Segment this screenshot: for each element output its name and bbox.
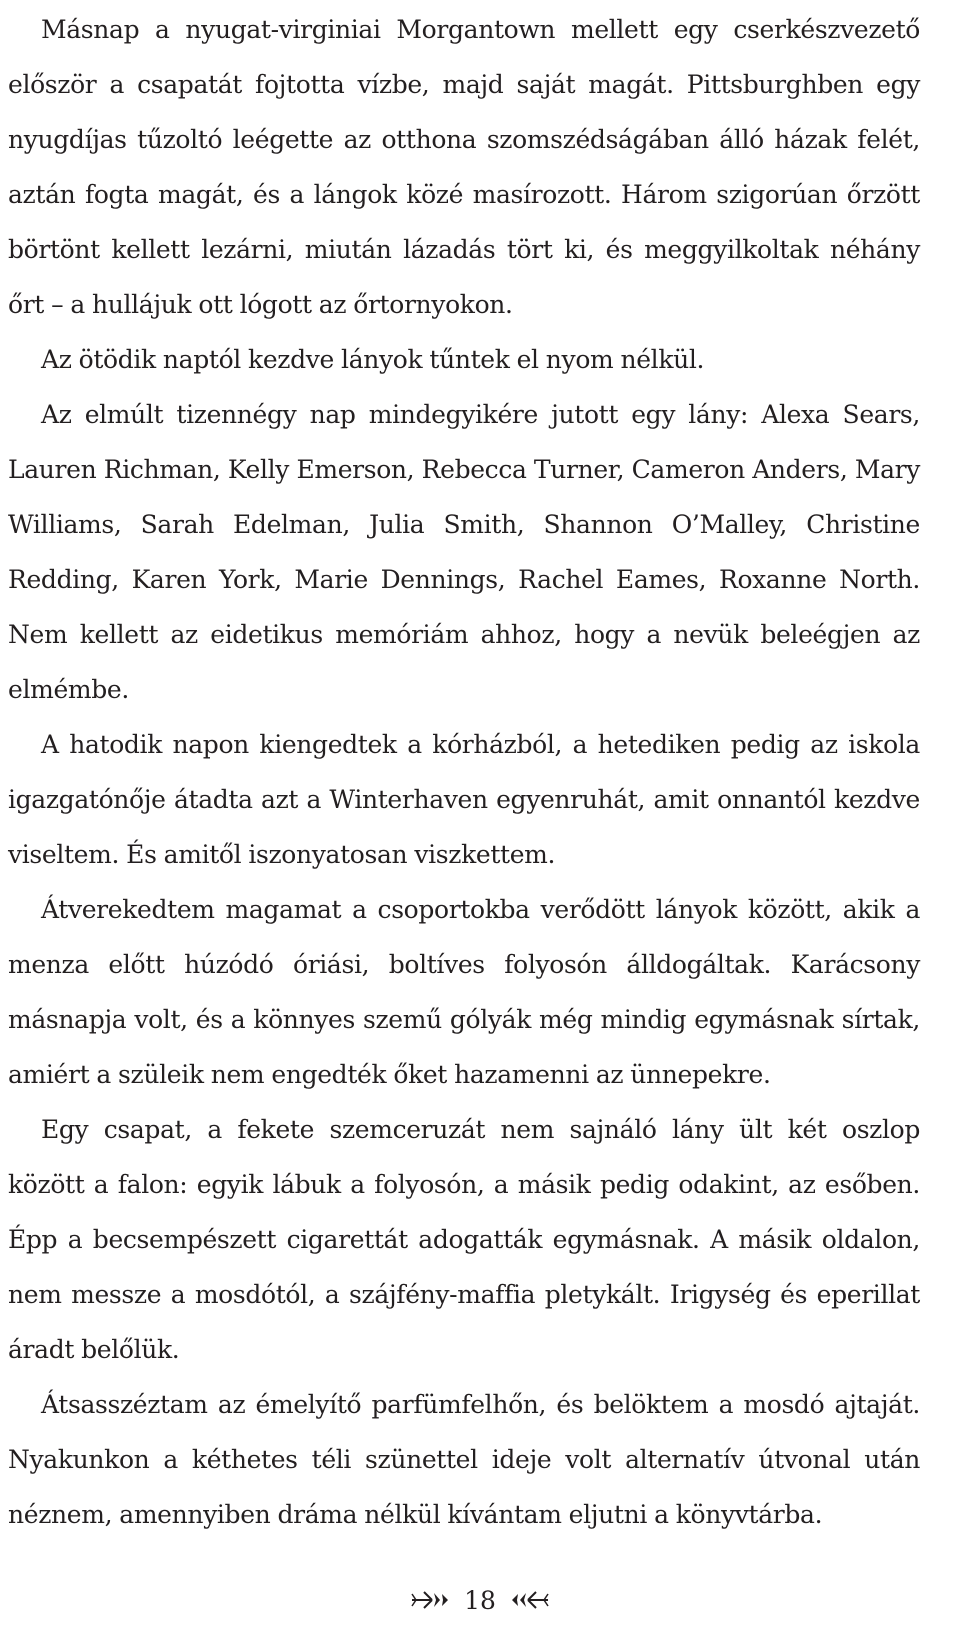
book-page-body bbox=[8, 2, 920, 1542]
paragraph-3: Az elmúlt tizennégy nap mindegyikére jutott egy lány: Alexa Sears, Lauren Richman, Kelly Emerson, Rebecca Turner, Cameron Anders, Mary Williams, Sarah Edelman, Julia Smith, Shannon O’Malley, Christine Redding, Karen York, Marie Dennings, Rachel Eames, Roxanne North. Nem kellett az eidetikus memóriám ahhoz, hogy a nevük beleégjen az elmémbe. bbox=[8, 400, 920, 704]
paragraph-1: Másnap a nyugat-virginiai Morgantown mellett egy cserkészvezető először a csapatát fojtotta vízbe, majd saját magát. Pittsburghben egy nyugdíjas tűzoltó leégette az otthona szomszédságában álló házak felét, aztán fogta magát, és a lángok közé masírozott. Három szigorúan őrzött börtönt kellett lezárni, miután lázadás tört ki, és meggyilkoltak néhány őrt – a hullájuk ott lógott az őrtornyokon. bbox=[8, 15, 920, 319]
paragraph-4: A hatodik napon kiengedtek a kórházból, a hetediken pedig az iskola igazgatónője átadta azt a Winterhaven egyenruhát, amit onnantól kezdve viseltem. És amitől iszonyatosan viszkettem. bbox=[8, 730, 920, 869]
fleuron-right-icon bbox=[510, 1588, 550, 1612]
fleuron-left-icon bbox=[410, 1588, 450, 1612]
paragraph-5: Átverekedtem magamat a csoportokba verődött lányok között, akik a menza előtt húzódó óriási, boltíves folyosón álldogáltak. Karácsony másnapja volt, és a könnyes szemű gólyák még mindig egymásnak sírtak, amiért a szüleik nem engedték őket hazamenni az ünnepekre. bbox=[8, 895, 920, 1089]
page-number: 18 bbox=[464, 1585, 496, 1615]
page-footer bbox=[0, 1582, 960, 1618]
paragraph-6: Egy csapat, a fekete szemceruzát nem sajnáló lány ült két oszlop között a falon: egyik lábuk a folyosón, a másik pedig odakint, az esőben. Épp a becsempészett cigarettát adogatták egymásnak. A másik oldalon, nem messze a mosdótól, a szájfény-maffia pletykált. Irigység és eperillat áradt belőlük. bbox=[8, 1115, 920, 1364]
paragraph-2: Az ötödik naptól kezdve lányok tűntek el nyom nélkül. bbox=[41, 345, 705, 374]
paragraph-7: Átsasszéztam az émelyítő parfümfelhőn, és belöktem a mosdó ajtaját. Nyakunkon a kéthetes téli szünettel ideje volt alternatív útvonal után néznem, amennyiben dráma nélkül kívántam eljutni a könyvtárba. bbox=[8, 1390, 920, 1529]
